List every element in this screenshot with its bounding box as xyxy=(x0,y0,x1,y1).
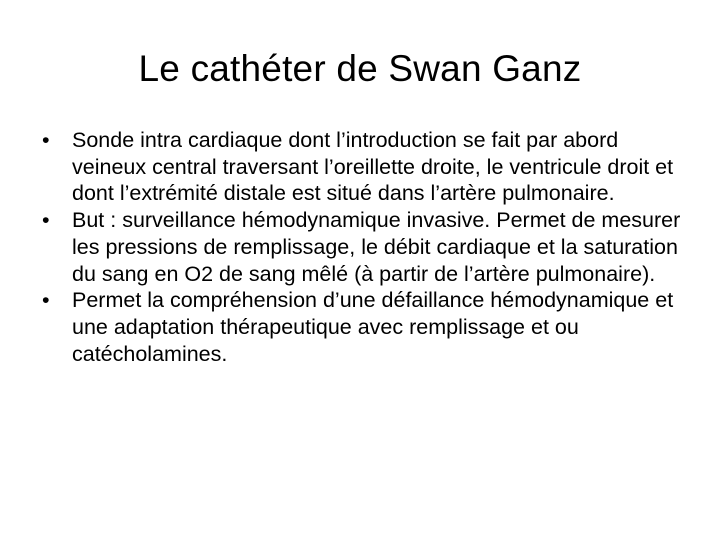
bullet-list xyxy=(40,127,690,367)
slide-title: Le cathéter de Swan Ganz xyxy=(138,48,582,89)
bullet-dot-icon: • xyxy=(42,288,50,313)
bullet-text: Sonde intra cardiaque dont l’introduction se fait par abord veineux central traversant l’oreillette droite, le ventricule droit et dont l’extrémité distale est situé dans l’artère pulmonaire. xyxy=(72,128,674,206)
bullet-item xyxy=(40,127,690,207)
bullet-dot-icon: • xyxy=(42,128,50,152)
bullet-item xyxy=(40,207,690,287)
bullet-text: But : surveillance hémodynamique invasive. Permet de mesurer les pressions de remplissage, le débit cardiaque et la saturation du sang en O2 de sang mêlé (à partir de l’artère pulmonaire). xyxy=(72,208,681,286)
bullet-dot-icon: • xyxy=(42,208,50,233)
bullet-text: Permet la compréhension d’une défaillance hémodynamique et une adaptation thérapeutique avec remplissage et ou catécholamines. xyxy=(72,288,674,366)
bullet-item xyxy=(40,287,690,367)
